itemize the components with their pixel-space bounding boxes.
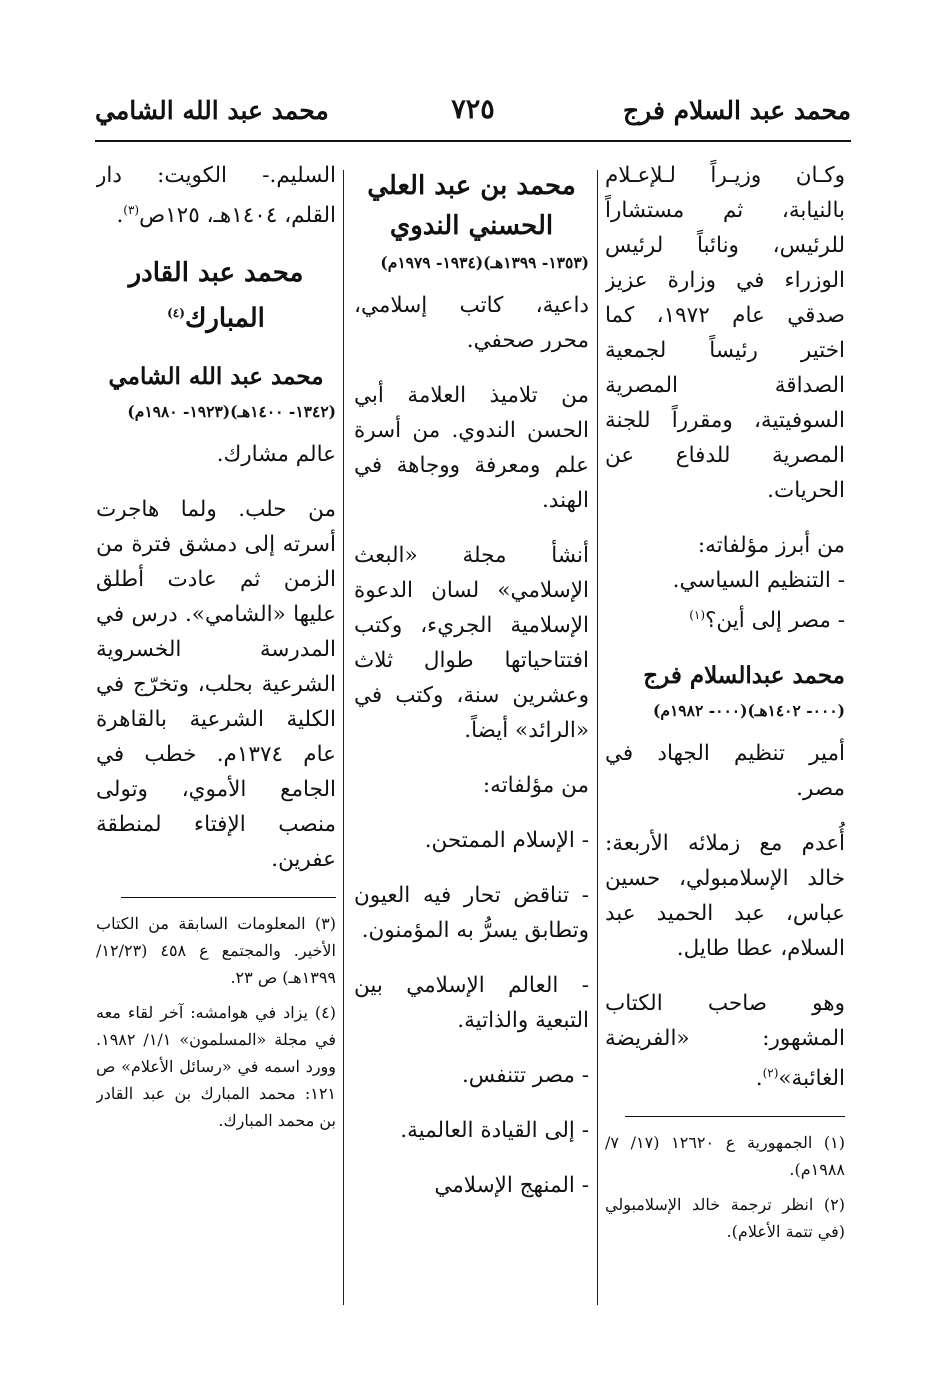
paragraph: من حلب. ولما هاجرت أسرته إلى دمشق فترة من الزمن ثم عادت أطلق عليها «الشامي». درس في المدرسة الخسروية الشرعية بحلب، وتخرّج في الكلية الشرعية بالقاهرة عام ١٣٧٤م. خطب في الجامع الأموي، وتولى منصب الإفتاء لمنطقة عفرين. (96, 496, 336, 872)
paragraph: وكـان وزيـراً لـلإعـلام بالنيابة، ثم مستشاراً للرئيس، ونائباً لرئيس الوزراء في وزارة عزيز صدقي عام ١٩٧٢، كما اختير رئيساً لجمعية الصداقة المصرية السوفيتية، ومقرراً للجنة المصرية للدفاع عن الحريات. (605, 163, 845, 503)
column-left (96, 158, 336, 1348)
page-header (95, 92, 851, 138)
paragraph: أمير تنظيم الجهاد في مصر. (605, 741, 845, 802)
entry-dates: (٠٠٠- ١٤٠٢هـ)(٠٠٠- ١٩٨٢م) (653, 701, 845, 721)
footnote-ref: (١) (689, 608, 706, 622)
column-middle (354, 158, 589, 1348)
works-intro: من أبرز مؤلفاته: (697, 533, 845, 558)
footnote-rule (121, 897, 336, 898)
header-right-title: محمد عبد السلام فرج (623, 96, 851, 125)
footnote-rule (625, 1116, 845, 1117)
entry-name: محمد عبد القادر المبارك$^{(٤)}$ (128, 258, 304, 334)
footnote-ref: (٤) (167, 306, 185, 321)
column-divider-left (343, 170, 344, 1305)
entry-dates: (١٣٤٢- ١٤٠٠هـ)(١٩٢٣- ١٩٨٠م) (127, 401, 336, 421)
column-divider-right (597, 170, 598, 1305)
footnote: (٤) يزاد في هوامشه: آخر لقاء معه في مجلة «المسلمون» ١/١/ ١٩٨٢. وورد اسمه في «رسائل الأعلام» ص ١٢١: محمد المبارك بن عبد القادر بن محمد المبارك. (96, 1002, 336, 1130)
paragraph: السليم.- الكويت: دار القلم، ١٤٠٤هـ، ١٢٥ص$^{(٣)}$. (96, 163, 336, 229)
work-item: - تناقض تحار فيه العيون وتطابق يسرُّ به المؤمنون. (354, 883, 589, 943)
footnote: (٢) انظر ترجمة خالد الإسلامبولي (في تتمة الأعلام). (605, 1195, 845, 1242)
footnote-ref: (٢) (762, 1066, 779, 1081)
entry-name: محمد بن عبد العلي الحسني الندوي (367, 171, 576, 241)
footnote: (٣) المعلومات السابقة من الكتاب الأخير. والمجتمع ع ٤٥٨ (١٢/٢٣/ ١٣٩٩هـ) ص ٢٣. (96, 913, 336, 987)
works-intro: من مؤلفاته: (482, 773, 589, 798)
footnote: (١) الجمهورية ع ١٢٦٢٠ (١٧/ ٧/ ١٩٨٨م). (605, 1133, 845, 1180)
work-item: - مصر تتنفس. (461, 1063, 589, 1088)
work-item: - العالم الإسلامي بين التبعية والذاتية. (354, 973, 589, 1033)
paragraph: وهو صاحب الكتاب المشهور: «الفريضة الغائبة»$^{(٢)}$. (605, 991, 845, 1092)
column-right (605, 158, 845, 1348)
work-item: - المنهج الإسلامي (434, 1173, 589, 1198)
paragraph: أُعدم مع زملائه الأربعة: خالد الإسلامبولي، حسين عباس، عبد الحميد عبد السلام، عطا طايل. (605, 831, 845, 962)
work-item: - مصر إلى أين؟$^{(١)}$ (689, 608, 845, 634)
paragraph: داعية، كاتب إسلامي، محرر صحفي. (354, 293, 589, 353)
paragraph: عالم مشارك. (216, 441, 336, 467)
footnote-ref: (٣) (123, 203, 140, 217)
entry-name: محمد عبدالسلام فرج (643, 662, 845, 690)
work-item: - إلى القيادة العالمية. (400, 1118, 589, 1143)
page-number: ٧٢٥ (451, 94, 495, 125)
header-rule (95, 140, 851, 142)
work-item: - الإسلام الممتحن. (424, 828, 589, 853)
entry-dates: (١٣٥٣- ١٣٩٩هـ)(١٩٣٤- ١٩٧٩م) (380, 253, 589, 272)
work-item: - التنظيم السياسي. (672, 568, 845, 593)
paragraph: من تلاميذ العلامة أبي الحسن الندوي. من أسرة علم ومعرفة ووجاهة في الهند. (354, 383, 589, 513)
header-left-title: محمد عبد الله الشامي (95, 96, 329, 125)
paragraph: أنشأ مجلة «البعث الإسلامي» لسان الدعوة الإسلامية الجريء، وكتب افتتاحياتها طوال ثلاث وعشرين سنة، وكتب في «الرائد» أيضاً. (354, 543, 589, 743)
entry-name: محمد عبد الله الشامي (108, 362, 324, 390)
